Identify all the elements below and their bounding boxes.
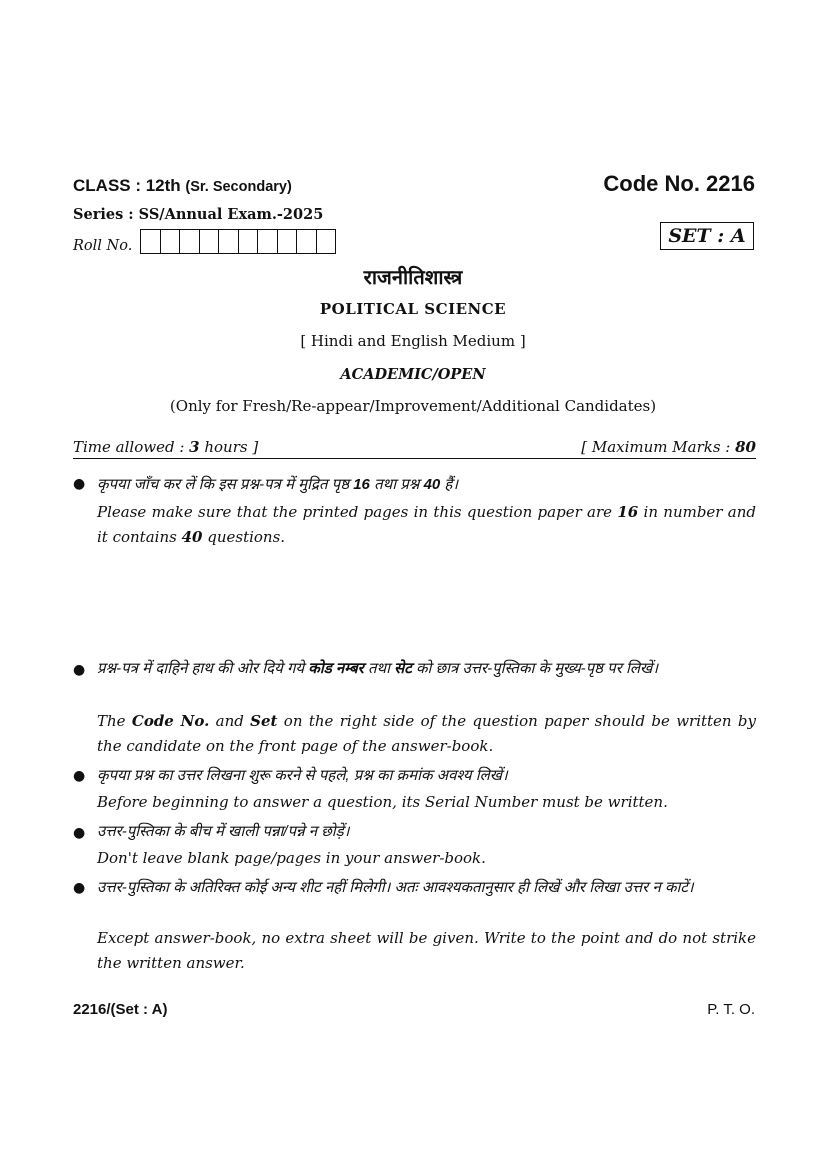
time-prefix: Time allowed :: [73, 438, 190, 456]
bullet-icon: ●: [73, 662, 86, 678]
medium-label: [ Hindi and English Medium ]: [300, 332, 526, 350]
time-value: 3: [189, 438, 200, 456]
time-suffix: hours ]: [199, 438, 259, 456]
instruction-1-english: [97, 500, 756, 550]
set-badge: SET : A: [660, 222, 754, 250]
roll-number-boxes: [140, 229, 336, 254]
instruction-2-english: [97, 709, 756, 759]
bullet-icon: ●: [73, 825, 86, 841]
text-part: Please make sure that the printed pages in this question paper are: [97, 503, 618, 521]
text-part: Code No.: [131, 712, 210, 730]
hindi-subject-title: राजनीतिशास्त्र: [363, 267, 463, 289]
code-number: Code No. 2216: [603, 171, 755, 196]
bullet-icon: ●: [73, 880, 86, 896]
text-part: हैं।: [440, 476, 459, 493]
instruction-3-hindi: कृपया प्रश्न का उत्तर लिखना शुरू करने से पहले, प्रश्न का क्रमांक अवश्य लिखें।: [97, 767, 508, 784]
text-part: 40: [423, 476, 441, 493]
maximum-marks: [581, 438, 756, 456]
instruction-1-hindi: [97, 472, 756, 497]
text-part: in number and it contains: [97, 503, 756, 546]
text-part: 16: [617, 503, 639, 521]
marks-prefix: [ Maximum Marks :: [581, 438, 736, 456]
roll-number-box: [141, 230, 161, 253]
class-text: CLASS : 12th: [73, 176, 181, 195]
roll-number-box: [258, 230, 278, 253]
footer-pto: P. T. O.: [707, 1001, 755, 1018]
text-part: कृपया जाँच कर लें कि इस प्रश्न-पत्र में मुद्रित पृष्ठ: [97, 476, 354, 493]
roll-number-box: [161, 230, 181, 253]
text-part: सेट: [394, 660, 412, 677]
marks-value: 80: [735, 438, 756, 456]
text-part: तथा: [363, 660, 395, 677]
text-part: को छात्र उत्तर-पुस्तिका के मुख्य-पृष्ठ पर लिखें।: [411, 660, 659, 677]
instruction-2-hindi: [97, 656, 756, 681]
roll-number-box: [297, 230, 317, 253]
text-part: The: [97, 712, 132, 730]
text-part: प्रश्न-पत्र में दाहिने हाथ की ओर दिये गये: [97, 660, 309, 677]
class-sub-text: (Sr. Secondary): [185, 179, 292, 195]
series-label: Series : SS/Annual Exam.-2025: [73, 206, 324, 223]
roll-number-box: [200, 230, 220, 253]
class-label: [73, 176, 292, 196]
roll-number-box: [317, 230, 336, 253]
text-part: on the right side of the question paper should be written by the candidate on the front page of the answer-book.: [97, 712, 756, 755]
text-part: कोड नम्बर: [308, 660, 364, 677]
roll-number-box: [278, 230, 298, 253]
roll-number-box: [180, 230, 200, 253]
instruction-4-hindi: उत्तर-पुस्तिका के बीच में खाली पन्ना/पन्ने न छोड़ें।: [97, 823, 350, 840]
text-part: 16: [353, 476, 370, 493]
text-part: and: [209, 712, 251, 730]
instruction-4-english: Don't leave blank page/pages in your answer-book.: [97, 849, 486, 867]
candidates-note: (Only for Fresh/Re-appear/Improvement/Additional Candidates): [169, 397, 657, 415]
instruction-5-english: Except answer-book, no extra sheet will be given. Write to the point and do not strike the written answer.: [97, 929, 756, 972]
roll-number-label: Roll No.: [73, 238, 133, 254]
bullet-icon: ●: [73, 768, 86, 784]
bullet-icon: ●: [73, 476, 86, 492]
instruction-5-hindi: उत्तर-पुस्तिका के अतिरिक्त कोई अन्य शीट नहीं मिलेगी। अतः आवश्यकतानुसार ही लिखें और लिखा उत्तर न काटें।: [97, 879, 694, 896]
exam-mode: ACADEMIC/OPEN: [340, 366, 486, 383]
text-part: questions.: [202, 528, 286, 546]
roll-number-box: [219, 230, 239, 253]
time-allowed: [73, 438, 258, 456]
text-part: Set: [250, 712, 278, 730]
roll-number-box: [239, 230, 259, 253]
time-marks-row: [73, 438, 756, 459]
text-part: 40: [181, 528, 203, 546]
text-part: तथा प्रश्न: [369, 476, 424, 493]
subject-title: POLITICAL SCIENCE: [319, 300, 507, 318]
instruction-3-english: Before beginning to answer a question, its Serial Number must be written.: [97, 793, 668, 811]
footer-code: 2216/(Set : A): [73, 1001, 168, 1018]
